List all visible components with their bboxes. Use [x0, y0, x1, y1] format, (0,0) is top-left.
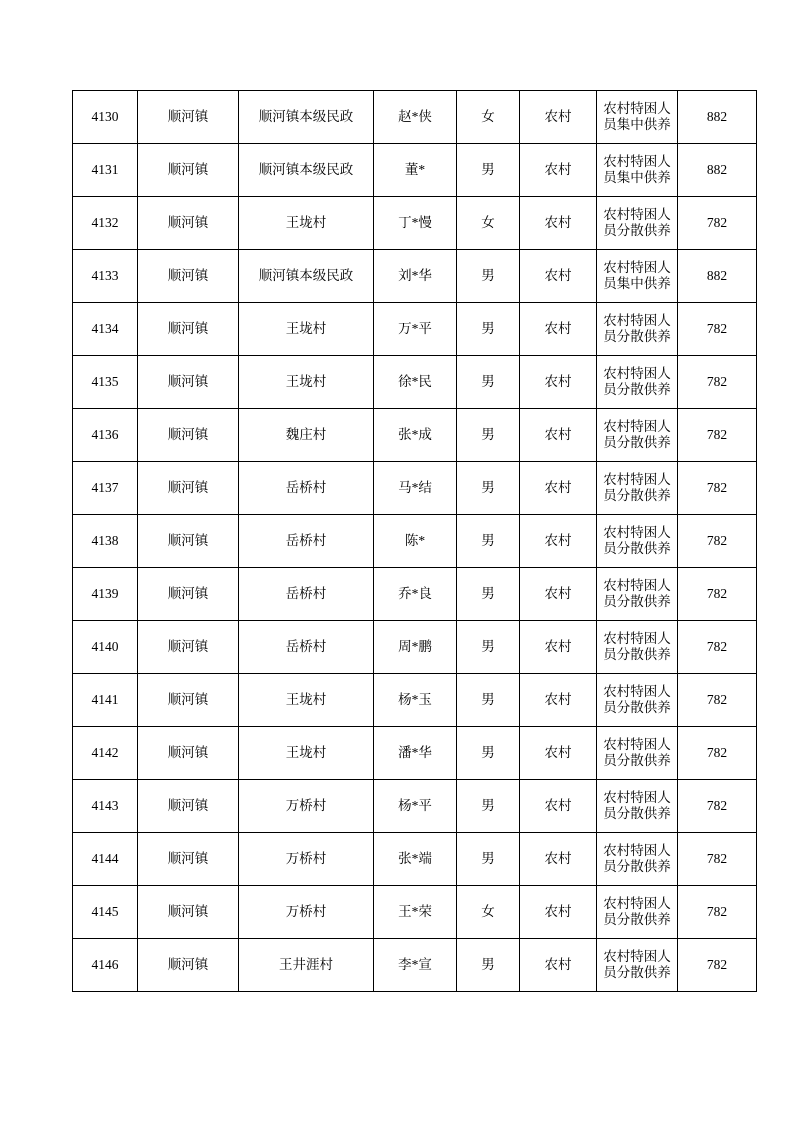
cell-gender: 女: [457, 886, 520, 939]
cell-id: 4143: [73, 780, 138, 833]
cell-town: 顺河镇: [138, 250, 239, 303]
table-row: [73, 409, 757, 462]
cell-amount: 782: [678, 462, 757, 515]
cell-gender: 男: [457, 674, 520, 727]
cell-gender: 男: [457, 250, 520, 303]
aid-category-text: 农村特困人员分散供养: [603, 896, 671, 927]
cell-amount: 782: [678, 621, 757, 674]
cell-gender: 男: [457, 303, 520, 356]
cell-gender: 男: [457, 939, 520, 992]
cell-id: 4137: [73, 462, 138, 515]
cell-name: 万*平: [374, 303, 457, 356]
cell-amount: 782: [678, 409, 757, 462]
aid-category-text: 农村特困人员分散供养: [603, 684, 671, 715]
cell-amount: 782: [678, 515, 757, 568]
aid-category-text: 农村特困人员分散供养: [603, 525, 671, 556]
aid-category-text: 农村特困人员分散供养: [603, 419, 671, 450]
cell-gender: 男: [457, 727, 520, 780]
cell-household-type: 农村: [520, 409, 597, 462]
cell-town: 顺河镇: [138, 621, 239, 674]
cell-name: 杨*玉: [374, 674, 457, 727]
cell-gender: 男: [457, 780, 520, 833]
cell-town: 顺河镇: [138, 144, 239, 197]
cell-name: 杨*平: [374, 780, 457, 833]
cell-village: 魏庄村: [239, 409, 374, 462]
cell-id: 4141: [73, 674, 138, 727]
cell-amount: 782: [678, 674, 757, 727]
cell-gender: 男: [457, 409, 520, 462]
cell-aid-category: [597, 939, 678, 992]
cell-household-type: 农村: [520, 780, 597, 833]
table-row: [73, 515, 757, 568]
aid-category-text: 农村特困人员分散供养: [603, 843, 671, 874]
cell-village: 岳桥村: [239, 462, 374, 515]
cell-household-type: 农村: [520, 303, 597, 356]
cell-id: 4132: [73, 197, 138, 250]
cell-gender: 男: [457, 568, 520, 621]
cell-town: 顺河镇: [138, 197, 239, 250]
cell-name: 丁*慢: [374, 197, 457, 250]
cell-town: 顺河镇: [138, 939, 239, 992]
cell-id: 4142: [73, 727, 138, 780]
cell-aid-category: [597, 356, 678, 409]
cell-village: 万桥村: [239, 780, 374, 833]
table-row: [73, 144, 757, 197]
cell-village: 顺河镇本级民政: [239, 91, 374, 144]
table-row: [73, 91, 757, 144]
cell-village: 万桥村: [239, 833, 374, 886]
cell-name: 王*荣: [374, 886, 457, 939]
cell-name: 乔*良: [374, 568, 457, 621]
cell-name: 马*结: [374, 462, 457, 515]
cell-town: 顺河镇: [138, 409, 239, 462]
cell-name: 徐*民: [374, 356, 457, 409]
aid-category-text: 农村特困人员集中供养: [603, 154, 671, 185]
cell-household-type: 农村: [520, 621, 597, 674]
aid-category-text: 农村特困人员分散供养: [603, 737, 671, 768]
aid-category-text: 农村特困人员分散供养: [603, 949, 671, 980]
cell-id: 4134: [73, 303, 138, 356]
cell-name: 张*成: [374, 409, 457, 462]
cell-household-type: 农村: [520, 674, 597, 727]
table-body: [73, 91, 757, 992]
cell-aid-category: [597, 91, 678, 144]
cell-id: 4135: [73, 356, 138, 409]
cell-gender: 女: [457, 197, 520, 250]
cell-village: 顺河镇本级民政: [239, 144, 374, 197]
cell-aid-category: [597, 144, 678, 197]
cell-gender: 男: [457, 833, 520, 886]
cell-aid-category: [597, 250, 678, 303]
aid-category-text: 农村特困人员分散供养: [603, 790, 671, 821]
cell-name: 董*: [374, 144, 457, 197]
cell-village: 王垅村: [239, 356, 374, 409]
cell-id: 4145: [73, 886, 138, 939]
cell-village: 王垅村: [239, 197, 374, 250]
cell-aid-category: [597, 568, 678, 621]
cell-gender: 女: [457, 91, 520, 144]
cell-town: 顺河镇: [138, 515, 239, 568]
cell-id: 4139: [73, 568, 138, 621]
cell-id: 4133: [73, 250, 138, 303]
cell-id: 4138: [73, 515, 138, 568]
cell-aid-category: [597, 833, 678, 886]
table-row: [73, 250, 757, 303]
cell-aid-category: [597, 515, 678, 568]
table-row: [73, 939, 757, 992]
cell-amount: 882: [678, 250, 757, 303]
cell-name: 刘*华: [374, 250, 457, 303]
cell-village: 顺河镇本级民政: [239, 250, 374, 303]
cell-town: 顺河镇: [138, 303, 239, 356]
cell-village: 王垅村: [239, 727, 374, 780]
cell-village: 王井涯村: [239, 939, 374, 992]
cell-name: 赵*侠: [374, 91, 457, 144]
cell-town: 顺河镇: [138, 727, 239, 780]
cell-town: 顺河镇: [138, 91, 239, 144]
table-row: [73, 780, 757, 833]
table-row: [73, 886, 757, 939]
cell-household-type: 农村: [520, 727, 597, 780]
cell-id: 4131: [73, 144, 138, 197]
cell-village: 王垅村: [239, 303, 374, 356]
cell-aid-category: [597, 621, 678, 674]
table-row: [73, 727, 757, 780]
cell-household-type: 农村: [520, 91, 597, 144]
cell-gender: 男: [457, 356, 520, 409]
table-row: [73, 674, 757, 727]
cell-aid-category: [597, 780, 678, 833]
aid-category-text: 农村特困人员分散供养: [603, 472, 671, 503]
cell-household-type: 农村: [520, 144, 597, 197]
cell-town: 顺河镇: [138, 568, 239, 621]
cell-gender: 男: [457, 515, 520, 568]
cell-village: 岳桥村: [239, 568, 374, 621]
cell-aid-category: [597, 462, 678, 515]
cell-aid-category: [597, 303, 678, 356]
cell-household-type: 农村: [520, 886, 597, 939]
cell-household-type: 农村: [520, 250, 597, 303]
cell-amount: 782: [678, 727, 757, 780]
cell-id: 4130: [73, 91, 138, 144]
cell-id: 4136: [73, 409, 138, 462]
cell-amount: 782: [678, 833, 757, 886]
cell-village: 万桥村: [239, 886, 374, 939]
cell-gender: 男: [457, 144, 520, 197]
cell-amount: 882: [678, 144, 757, 197]
cell-amount: 782: [678, 568, 757, 621]
cell-household-type: 农村: [520, 197, 597, 250]
cell-amount: 782: [678, 780, 757, 833]
cell-household-type: 农村: [520, 939, 597, 992]
aid-category-text: 农村特困人员集中供养: [603, 260, 671, 291]
cell-amount: 782: [678, 939, 757, 992]
table-row: [73, 621, 757, 674]
cell-town: 顺河镇: [138, 833, 239, 886]
cell-id: 4146: [73, 939, 138, 992]
cell-household-type: 农村: [520, 833, 597, 886]
cell-household-type: 农村: [520, 462, 597, 515]
aid-category-text: 农村特困人员分散供养: [603, 366, 671, 397]
cell-household-type: 农村: [520, 568, 597, 621]
cell-household-type: 农村: [520, 356, 597, 409]
beneficiary-table: [72, 90, 757, 992]
cell-name: 陈*: [374, 515, 457, 568]
aid-category-text: 农村特困人员分散供养: [603, 578, 671, 609]
cell-amount: 782: [678, 356, 757, 409]
cell-town: 顺河镇: [138, 356, 239, 409]
cell-town: 顺河镇: [138, 462, 239, 515]
cell-aid-category: [597, 409, 678, 462]
cell-aid-category: [597, 727, 678, 780]
cell-village: 岳桥村: [239, 515, 374, 568]
cell-aid-category: [597, 674, 678, 727]
table-row: [73, 197, 757, 250]
cell-gender: 男: [457, 462, 520, 515]
cell-amount: 782: [678, 197, 757, 250]
aid-category-text: 农村特困人员分散供养: [603, 207, 671, 238]
cell-town: 顺河镇: [138, 674, 239, 727]
aid-category-text: 农村特困人员集中供养: [603, 101, 671, 132]
cell-name: 李*宣: [374, 939, 457, 992]
cell-village: 岳桥村: [239, 621, 374, 674]
cell-gender: 男: [457, 621, 520, 674]
table-row: [73, 833, 757, 886]
cell-amount: 882: [678, 91, 757, 144]
cell-id: 4140: [73, 621, 138, 674]
cell-town: 顺河镇: [138, 780, 239, 833]
cell-village: 王垅村: [239, 674, 374, 727]
cell-town: 顺河镇: [138, 886, 239, 939]
cell-id: 4144: [73, 833, 138, 886]
cell-name: 张*端: [374, 833, 457, 886]
cell-name: 周*鹏: [374, 621, 457, 674]
cell-aid-category: [597, 886, 678, 939]
cell-amount: 782: [678, 886, 757, 939]
table-row: [73, 356, 757, 409]
aid-category-text: 农村特困人员分散供养: [603, 313, 671, 344]
cell-amount: 782: [678, 303, 757, 356]
cell-aid-category: [597, 197, 678, 250]
table-row: [73, 568, 757, 621]
aid-category-text: 农村特困人员分散供养: [603, 631, 671, 662]
table-row: [73, 303, 757, 356]
cell-household-type: 农村: [520, 515, 597, 568]
cell-name: 潘*华: [374, 727, 457, 780]
table-row: [73, 462, 757, 515]
